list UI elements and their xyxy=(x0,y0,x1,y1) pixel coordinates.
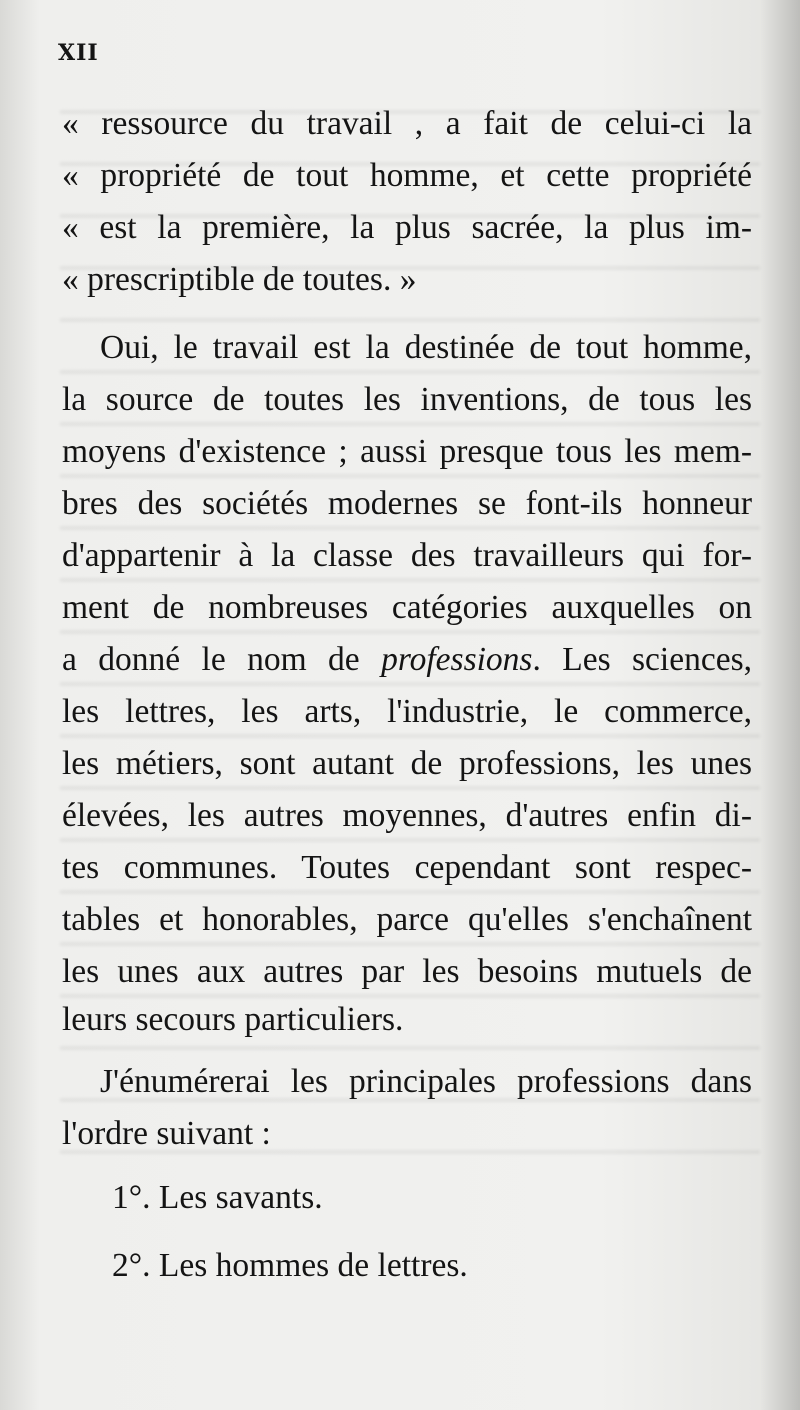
italic-word-professions: professions xyxy=(381,641,533,678)
paragraph-1-line-6: ment de nombreuses catégories auxquelles on xyxy=(62,589,752,626)
paragraph-2-line-1: J'énumérerai les principales professions dans xyxy=(100,1063,752,1100)
paragraph-1-line-4: bres des sociétés modernes se font-ils honneur xyxy=(62,485,752,522)
paragraph-1-line-14: leurs secours particuliers. xyxy=(62,1001,404,1038)
list-item-2: 2°. Les hommes de lettres. xyxy=(112,1247,468,1284)
paragraph-1-line-11: tes communes. Toutes cependant sont respec- xyxy=(62,849,752,886)
paragraph-1-line-13: les unes aux autres par les besoins mutuels de xyxy=(62,953,752,990)
paragraph-1-line-9: les métiers, sont autant de professions, les unes xyxy=(62,745,752,782)
quote-line-4: « prescriptible de toutes. » xyxy=(62,261,417,298)
paragraph-1-line-5: d'appartenir à la classe des travailleurs qui for- xyxy=(62,537,752,574)
quote-line-1: « ressource du travail , a fait de celui-ci la xyxy=(62,105,752,142)
paragraph-1-line-7-end: . Les sciences, xyxy=(532,641,752,678)
paragraph-1-line-7-start: a donné le nom de xyxy=(62,641,382,678)
paragraph-2-line-2: l'ordre suivant : xyxy=(62,1115,271,1152)
quote-line-2: « propriété de tout homme, et cette propriété xyxy=(62,157,752,194)
paragraph-1-line-10: élevées, les autres moyennes, d'autres enfin di- xyxy=(62,797,752,834)
quote-line-3: « est la première, la plus sacrée, la plus im- xyxy=(62,209,752,246)
paragraph-1-line-12: tables et honorables, parce qu'elles s'enchaînent xyxy=(62,901,752,938)
paragraph-1-line-1: Oui, le travail est la destinée de tout homme, xyxy=(100,329,752,366)
paragraph-1-line-3: moyens d'existence ; aussi presque tous les mem- xyxy=(62,433,752,470)
page-number: XII xyxy=(58,40,99,66)
paragraph-1-line-8: les lettres, les arts, l'industrie, le commerce, xyxy=(62,693,752,730)
list-item-1: 1°. Les savants. xyxy=(112,1179,323,1216)
paragraph-1-line-2: la source de toutes les inventions, de tous les xyxy=(62,381,752,418)
paragraph-1-line-7 xyxy=(62,640,752,680)
